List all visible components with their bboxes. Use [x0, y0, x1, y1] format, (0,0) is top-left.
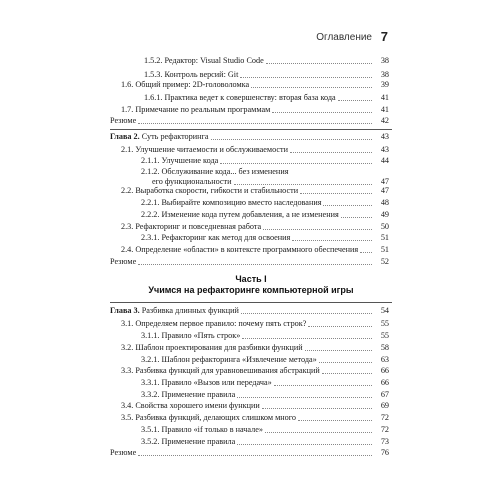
toc-page-number: 42 [380, 116, 389, 125]
dot-leader [274, 385, 372, 386]
toc-entry-title: Резюме [110, 448, 137, 457]
toc-entry-title: 2.1. Улучшение читаемости и обслуживаемости [121, 145, 288, 154]
toc-entry-title: его функциональности [152, 177, 232, 186]
running-title: Оглавление [316, 32, 372, 43]
section-divider [110, 129, 392, 130]
dot-leader [298, 420, 372, 421]
toc-page-number: 73 [380, 437, 389, 446]
toc-page-number: 38 [380, 56, 389, 65]
dot-leader [138, 123, 372, 124]
dot-leader [251, 87, 372, 88]
toc-entry-title: 3.1.1. Правило «Пять строк» [141, 331, 241, 340]
chapter-label: Глава 2. [110, 132, 140, 141]
toc-page-number: 41 [380, 105, 389, 114]
toc-page-number: 55 [380, 331, 389, 340]
part-title: Учимся на рефакторинге компьютерной игры [148, 285, 354, 295]
dot-leader [234, 184, 372, 185]
toc-entry-title: Резюме [110, 257, 137, 266]
toc-page-number: 67 [380, 390, 389, 399]
toc-entry-title: 3.3.1. Правило «Вызов или передача» [141, 378, 272, 387]
dot-leader [265, 432, 372, 433]
dot-leader [263, 229, 372, 230]
dot-leader [240, 77, 372, 78]
toc-entry-title: 3.5.1. Правило «if только в начале» [141, 425, 263, 434]
toc-page-number: 52 [380, 257, 389, 266]
part-label: Часть I [235, 274, 267, 284]
dot-leader [341, 217, 372, 218]
toc-page-number: 43 [380, 132, 389, 141]
dot-leader [300, 193, 372, 194]
toc-entry-title: 2.1.2. Обслуживание кода... без изменения [141, 167, 289, 176]
toc-entry-title: 3.2.1. Шаблон рефакторинга «Извлечение метода» [141, 355, 317, 364]
dot-leader [211, 139, 373, 140]
toc-entry-title: 3.4. Свойства хорошего имени функции [121, 401, 260, 410]
toc-page-number: 54 [380, 306, 389, 315]
toc-page-number: 55 [380, 319, 389, 328]
dot-leader [308, 326, 372, 327]
toc-entry-title: 2.2.2. Изменение кода путем добавления, а не изменения [141, 210, 339, 219]
toc-entry-title: 1.7. Примечание по реальным программам [121, 105, 271, 114]
toc-entry-title: 2.2.1. Выбирайте композицию вместо наследования [141, 198, 322, 207]
toc-entry-title: 3.2. Шаблон проектирования для разбивки функций [121, 343, 303, 352]
toc-entry-title: Резюме [110, 116, 137, 125]
dot-leader [262, 408, 372, 409]
toc-entry-title: 3.5.2. Применение правила [141, 437, 236, 446]
toc-page-number: 66 [380, 378, 389, 387]
section-divider [110, 302, 392, 303]
dot-leader [138, 264, 372, 265]
toc-entry-title: 3.3.2. Применение правила [141, 390, 236, 399]
page-header [0, 30, 500, 46]
dot-leader [292, 240, 372, 241]
toc-page-number: 49 [380, 210, 389, 219]
toc-page-number: 72 [380, 425, 389, 434]
dot-leader [323, 205, 372, 206]
toc-entry-title: 2.3.1. Рефакторинг как метод для освоения [141, 233, 291, 242]
toc-page-number: 43 [380, 145, 389, 154]
dot-leader [338, 100, 372, 101]
dot-leader [237, 444, 372, 445]
toc-page-number: 41 [380, 93, 389, 102]
toc-entry-title: 3.1. Определяем первое правило: почему пять строк? [121, 319, 307, 328]
toc-page-number: 44 [380, 156, 389, 165]
toc-page-number: 69 [380, 401, 389, 410]
dot-leader [266, 63, 372, 64]
toc-page-number: 39 [380, 80, 389, 89]
toc-page-number: 72 [380, 413, 389, 422]
dot-leader [305, 350, 372, 351]
toc-page-number: 63 [380, 355, 389, 364]
toc-page-number: 48 [380, 198, 389, 207]
dot-leader [360, 252, 372, 253]
toc-page-number: 51 [380, 245, 389, 254]
toc-page-number: 51 [380, 233, 389, 242]
dot-leader [319, 362, 372, 363]
dot-leader [220, 163, 372, 164]
toc-entry-title: 1.5.3. Контроль версий: Git [144, 70, 239, 79]
dot-leader [237, 397, 372, 398]
toc-entry-title: 2.4. Определение «области» в контексте программного обеспечения [121, 245, 359, 254]
dot-leader [322, 373, 372, 374]
dot-leader [272, 112, 372, 113]
toc-page-number: 66 [380, 366, 389, 375]
toc-entry-title: 2.3. Рефакторинг и повседневная работа [121, 222, 262, 231]
toc-page-number: 47 [380, 186, 389, 195]
toc-page-number: 50 [380, 222, 389, 231]
dot-leader [290, 152, 372, 153]
toc-entry-title: 3.5. Разбивка функций, делающих слишком много [121, 413, 296, 422]
toc-page-number: 76 [380, 448, 389, 457]
toc-entry-title: Глава 3. Разбивка длинных функций [110, 306, 239, 315]
toc-entry-title: 2.1.1. Улучшение кода [141, 156, 219, 165]
page-number: 7 [380, 29, 388, 44]
toc-entry-title: 1.6. Общий пример: 2D-головоломка [121, 80, 250, 89]
toc-entry-title: 2.2. Выработка скорости, гибкости и стабильности [121, 186, 299, 195]
chapter-label: Глава 3. [110, 306, 140, 315]
toc-entry-title: 1.5.2. Редактор: Visual Studio Code [144, 56, 264, 65]
dot-leader [242, 338, 372, 339]
dot-leader [241, 313, 372, 314]
dot-leader [138, 455, 372, 456]
toc-entry-title: 3.3. Разбивка функций для уравновешивания абстракций [121, 366, 320, 375]
toc-page-number: 47 [380, 177, 389, 186]
toc-entry-title: 1.6.1. Практика ведет к совершенству: вторая база кода [144, 93, 336, 102]
toc-entry-title: Глава 2. Суть рефакторинга [110, 132, 209, 141]
toc-page-number: 58 [380, 343, 389, 352]
toc-page-number: 38 [380, 70, 389, 79]
